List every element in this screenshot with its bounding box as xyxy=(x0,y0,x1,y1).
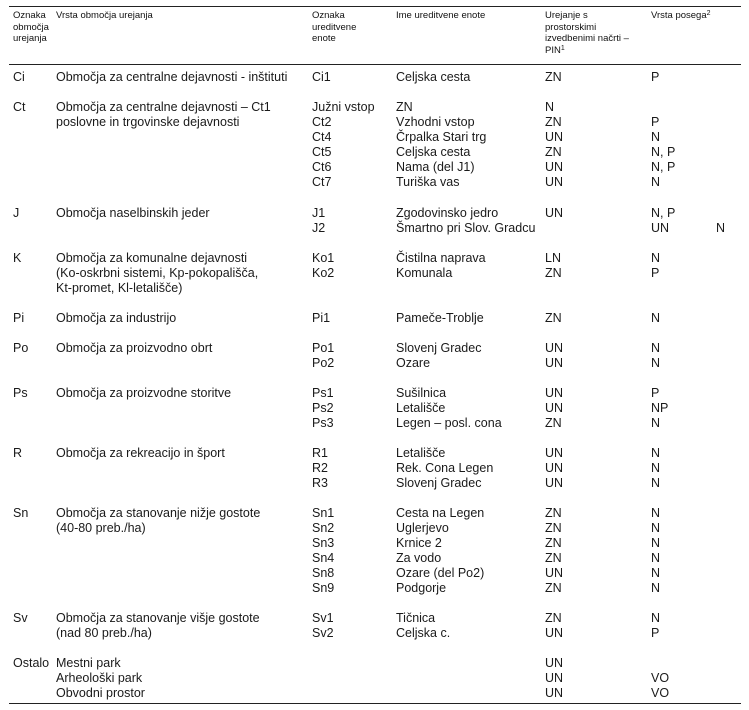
unit-name: Slovenj Gradec xyxy=(396,341,482,355)
unit-code: J1 xyxy=(312,206,326,220)
area-type-line: Mestni park xyxy=(56,656,121,670)
area-code: Sn xyxy=(13,506,29,520)
unit-code: Ct7 xyxy=(312,175,332,189)
area-type-line: (nad 80 preb./ha) xyxy=(56,626,152,640)
unit-code: Sv2 xyxy=(312,626,334,640)
area-code: Po xyxy=(13,341,29,355)
area-type-line: Obvodni prostor xyxy=(56,686,145,700)
unit-name: Zgodovinsko jedro xyxy=(396,206,499,220)
area-type-line: Območja za centralne dejavnosti - inštituti xyxy=(56,70,288,84)
unit-name: Tičnica xyxy=(396,611,436,625)
unit-code: R3 xyxy=(312,476,328,490)
pin-value: UN xyxy=(545,626,564,640)
table-bottom-rule xyxy=(9,703,741,704)
area-type-line: Območja za komunalne dejavnosti xyxy=(56,251,248,265)
pin-value: ZN xyxy=(545,581,562,595)
intervention-type: N xyxy=(651,175,661,189)
intervention-type: N xyxy=(651,416,661,430)
unit-name: Krnice 2 xyxy=(396,536,442,550)
header-col5: Urejanje s prostorskimi izvedbenimi načrti – PIN$^1$ xyxy=(545,10,629,56)
intervention-type: N xyxy=(651,130,661,144)
unit-name: Nama (del J1) xyxy=(396,160,475,174)
area-type-line: Kt-promet, Kl-letališče) xyxy=(56,281,183,295)
pin-value: UN xyxy=(545,401,564,415)
intervention-type: P xyxy=(651,386,660,400)
table-header-rule xyxy=(9,64,741,65)
intervention-type: N xyxy=(651,611,661,625)
pin-value: ZN xyxy=(545,115,562,129)
pin-value: UN xyxy=(545,656,564,670)
pin-value: ZN xyxy=(545,311,562,325)
intervention-type: N xyxy=(651,566,661,580)
intervention-type: VO xyxy=(651,686,670,700)
pin-value: ZN xyxy=(545,536,562,550)
intervention-type: N xyxy=(651,251,661,265)
unit-code: J2 xyxy=(312,221,326,235)
area-type-line: Območja za proizvodne storitve xyxy=(56,386,232,400)
pin-value: ZN xyxy=(545,551,562,565)
pin-value: UN xyxy=(545,175,564,189)
intervention-type: P xyxy=(651,70,660,84)
unit-name: Letališče xyxy=(396,401,446,415)
unit-code: Ct2 xyxy=(312,115,332,129)
area-type-line: Območja za industrijo xyxy=(56,311,177,325)
unit-code: R2 xyxy=(312,461,328,475)
area-code: Ps xyxy=(13,386,28,400)
area-type-line: Območja za centralne dejavnosti – Ct1 xyxy=(56,100,271,114)
unit-code: Ps3 xyxy=(312,416,334,430)
unit-name: Celjska c. xyxy=(396,626,451,640)
unit-name: Cesta na Legen xyxy=(396,506,485,520)
intervention-type: N xyxy=(651,341,661,355)
unit-name: Turiška vas xyxy=(396,175,460,189)
pin-value: LN xyxy=(545,251,561,265)
unit-code: Sn1 xyxy=(312,506,335,520)
unit-code: Ct4 xyxy=(312,130,332,144)
area-type-line: Območja za stanovanje višje gostote xyxy=(56,611,260,625)
area-code: Sv xyxy=(13,611,28,625)
unit-name: Ozare xyxy=(396,356,431,370)
intervention-type: P xyxy=(651,626,660,640)
pin-value: ZN xyxy=(545,506,562,520)
header-col2: Vrsta območja urejanja xyxy=(56,10,153,21)
pin-value: UN xyxy=(545,341,564,355)
intervention-type: N xyxy=(651,461,661,475)
intervention-type: N xyxy=(716,221,726,235)
unit-code: Ko1 xyxy=(312,251,335,265)
area-type-line: (Ko-oskrbni sistemi, Kp-pokopališča, xyxy=(56,266,259,280)
area-type-line: Arheološki park xyxy=(56,671,143,685)
area-type-line: Območja za proizvodno obrt xyxy=(56,341,213,355)
unit-name: Legen – posl. cona xyxy=(396,416,502,430)
pin-value: UN xyxy=(545,476,564,490)
area-code: Ostalo xyxy=(13,656,50,670)
area-code: Ci xyxy=(13,70,25,84)
area-type-line: (40-80 preb./ha) xyxy=(56,521,146,535)
pin-value: UN xyxy=(545,160,564,174)
header-col6: Vrsta posega$^2$ xyxy=(651,10,711,21)
unit-code: Sn9 xyxy=(312,581,335,595)
intervention-type: N xyxy=(651,551,661,565)
unit-name: Podgorje xyxy=(396,581,447,595)
table-top-rule xyxy=(9,6,741,7)
pin-value: UN xyxy=(545,461,564,475)
unit-code: Po2 xyxy=(312,356,335,370)
unit-name: Celjska cesta xyxy=(396,145,471,159)
unit-name: Za vodo xyxy=(396,551,442,565)
intervention-type: N xyxy=(651,446,661,460)
unit-code: Po1 xyxy=(312,341,335,355)
unit-code: Ps1 xyxy=(312,386,334,400)
header-col4: Ime ureditvene enote xyxy=(396,10,486,21)
intervention-type: N xyxy=(651,356,661,370)
unit-code: Sv1 xyxy=(312,611,334,625)
intervention-type: N, P xyxy=(651,160,676,174)
intervention-type: P xyxy=(651,266,660,280)
pin-value: UN xyxy=(545,130,564,144)
intervention-type: NP xyxy=(651,401,669,415)
area-code: R xyxy=(13,446,23,460)
intervention-type: P xyxy=(651,115,660,129)
unit-name: Letališče xyxy=(396,446,446,460)
unit-code: Sn2 xyxy=(312,521,335,535)
header-col3: Oznaka ureditvene enote xyxy=(312,10,357,44)
pin-value: UN xyxy=(545,446,564,460)
unit-code: Sn3 xyxy=(312,536,335,550)
area-code: Pi xyxy=(13,311,25,325)
pin-value: UN xyxy=(545,356,564,370)
intervention-type: N xyxy=(651,311,661,325)
area-code: K xyxy=(13,251,22,265)
unit-name: Komunala xyxy=(396,266,453,280)
unit-code: Južni vstop xyxy=(312,100,375,114)
area-type-line: Območja za rekreacijo in šport xyxy=(56,446,225,460)
area-type-line: Območja naselbinskih jeder xyxy=(56,206,210,220)
area-type-line: Območja za stanovanje nižje gostote xyxy=(56,506,261,520)
intervention-type: N xyxy=(651,506,661,520)
area-type-line: poslovne in trgovinske dejavnosti xyxy=(56,115,240,129)
intervention-type: N xyxy=(651,476,661,490)
pin-value: UN xyxy=(545,386,564,400)
pin-value: UN xyxy=(545,671,564,685)
unit-name: Uglerjevo xyxy=(396,521,449,535)
unit-code: Ct6 xyxy=(312,160,332,174)
unit-code: Sn4 xyxy=(312,551,335,565)
unit-name: Čistilna naprava xyxy=(396,251,486,265)
pin-value: ZN xyxy=(545,266,562,280)
pin-value: ZN xyxy=(545,145,562,159)
pin-value: UN xyxy=(545,686,564,700)
unit-name: Pameče-Troblje xyxy=(396,311,484,325)
area-code: Ct xyxy=(13,100,26,114)
unit-name: Vzhodni vstop xyxy=(396,115,475,129)
unit-code: Ps2 xyxy=(312,401,334,415)
intervention-type: VO xyxy=(651,671,670,685)
intervention-type: N, P xyxy=(651,206,676,220)
header-col1: Oznaka območja urejanja xyxy=(13,10,49,44)
unit-code: Ci1 xyxy=(312,70,331,84)
pin-value: ZN xyxy=(545,70,562,84)
intervention-type: N xyxy=(651,536,661,550)
unit-code: Ct5 xyxy=(312,145,332,159)
intervention-type: N xyxy=(651,521,661,535)
unit-code: Ko2 xyxy=(312,266,335,280)
pin-value: ZN xyxy=(545,416,562,430)
unit-name: Slovenj Gradec xyxy=(396,476,482,490)
unit-code: Sn8 xyxy=(312,566,335,580)
unit-name: Rek. Cona Legen xyxy=(396,461,494,475)
pin-value: UN xyxy=(545,566,564,580)
pin-value: UN xyxy=(545,206,564,220)
pin-value: ZN xyxy=(545,521,562,535)
unit-name: Črpalka Stari trg xyxy=(396,130,487,144)
unit-name: Šmartno pri Slov. Gradcu xyxy=(396,221,536,235)
unit-name: Celjska cesta xyxy=(396,70,471,84)
unit-name: Ozare (del Po2) xyxy=(396,566,485,580)
area-code: J xyxy=(13,206,20,220)
unit-name: Sušilnica xyxy=(396,386,447,400)
unit-name: ZN xyxy=(396,100,413,114)
unit-code: R1 xyxy=(312,446,328,460)
intervention-type: N xyxy=(651,581,661,595)
pin-value: N xyxy=(545,100,555,114)
intervention-type: N, P xyxy=(651,145,676,159)
pin-value: ZN xyxy=(545,611,562,625)
pin-value: UN xyxy=(651,221,670,235)
unit-code: Pi1 xyxy=(312,311,331,325)
